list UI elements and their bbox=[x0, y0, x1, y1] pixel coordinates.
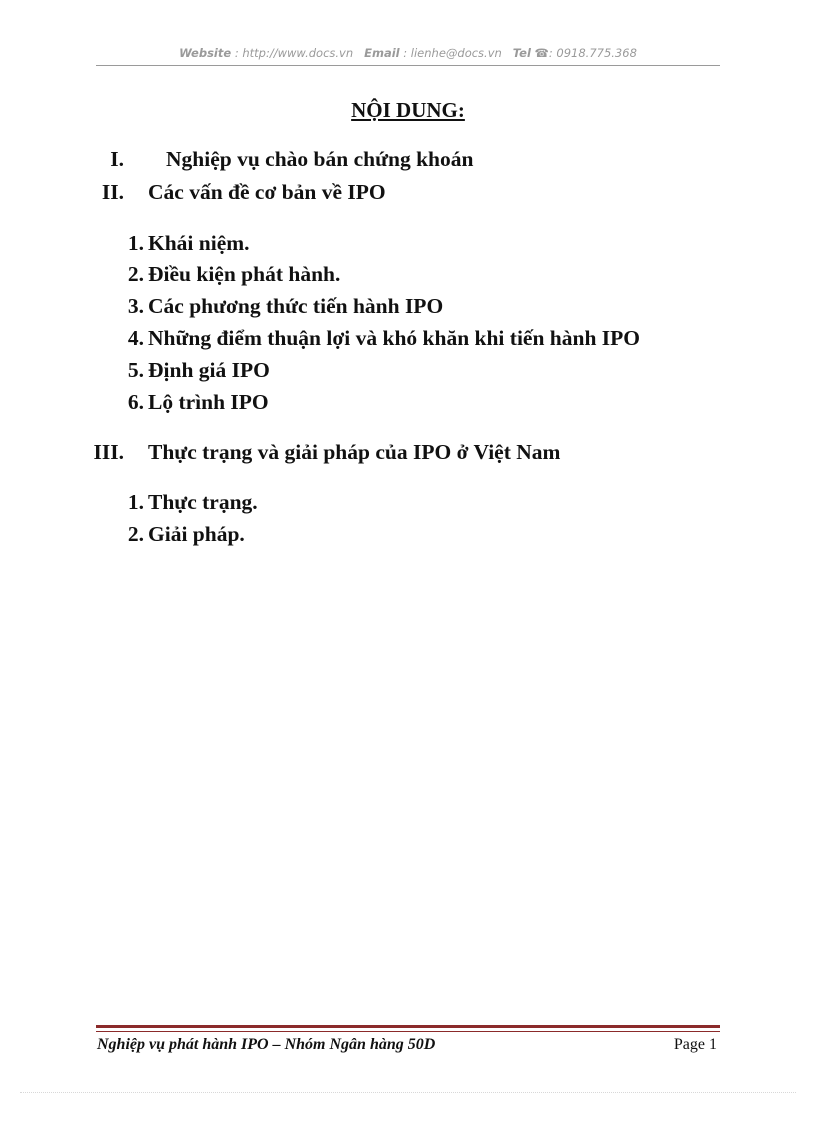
website-value: : http://www.docs.vn bbox=[234, 46, 354, 60]
page-number: Page 1 bbox=[673, 1036, 717, 1053]
section-1-numeral: I. bbox=[110, 147, 124, 171]
section-2-text: Các vấn đề cơ bản về IPO bbox=[148, 180, 386, 204]
email-label: Email bbox=[364, 46, 400, 60]
footer-title: Nghiệp vụ phát hành IPO – Nhóm Ngân hàng 50D bbox=[97, 1036, 436, 1053]
section-2-numeral: II. bbox=[101, 180, 124, 204]
page-title: NỘI DUNG: bbox=[351, 98, 465, 122]
tel-label: Tel bbox=[512, 46, 531, 60]
website-label: Website bbox=[179, 46, 232, 60]
page-edge-divider bbox=[20, 1092, 796, 1093]
section-3-text: Thực trạng và giải pháp của IPO ở Việt Nam bbox=[148, 440, 561, 464]
footer-divider-thick bbox=[96, 1025, 720, 1028]
header-divider bbox=[96, 65, 720, 66]
section-1-text: Nghiệp vụ chào bán chứng khoán bbox=[166, 147, 474, 171]
tel-value: : 0918.775.368 bbox=[548, 46, 637, 60]
footer-divider-thin bbox=[96, 1031, 720, 1032]
section-3-numeral: III. bbox=[93, 440, 124, 464]
page-header bbox=[96, 46, 720, 60]
phone-icon: ☎ bbox=[534, 46, 549, 60]
email-value: : lienhe@docs.vn bbox=[403, 46, 502, 60]
